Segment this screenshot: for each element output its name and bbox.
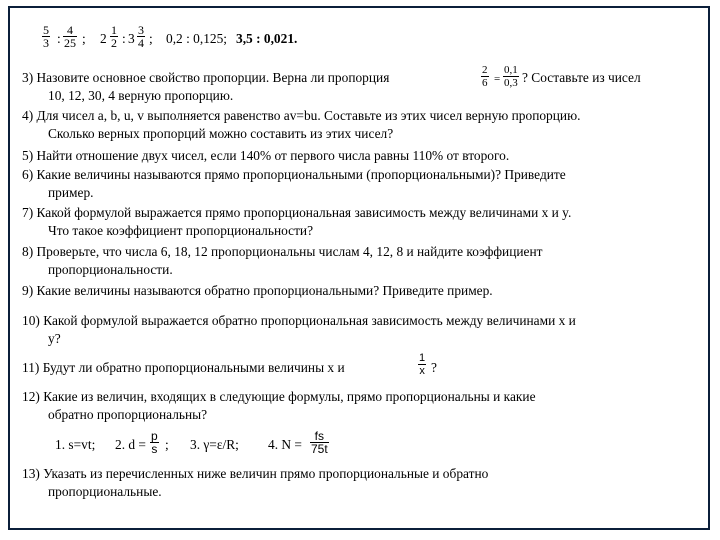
colon-1: : (57, 31, 61, 46)
formula-1: 1. s=vt; (55, 437, 96, 452)
q6-line1: 6) Какие величины называются прямо пропорциональными (пропорциональными)? Приведите (22, 167, 566, 182)
q4-line1: 4) Для чисел a, b, u, v выполняется равенство av=bu. Составьте из этих чисел верную пропорцию. (22, 108, 581, 123)
formula-2-end: ; (165, 437, 169, 452)
q12-line1: 12) Какие из величин, входящих в следующие формулы, прямо пропорциональны и какие (22, 389, 536, 404)
formula-2-fraction: $\frac{p}{s}$ (151, 429, 158, 456)
q3-line1: 3) Назовите основное свойство пропорции. Верна ли пропорция (22, 70, 390, 85)
q10-line2: y? (48, 331, 61, 346)
q3-equals: = (494, 73, 501, 85)
whole-3: 3 (128, 31, 135, 46)
q5-line1: 5) Найти отношение двух чисел, если 140% от первого числа равны 110% от второго. (22, 148, 510, 163)
separator-2: ; (149, 31, 153, 46)
q8-line2: пропорциональности. (48, 262, 173, 277)
q3-line1-end: ? Составьте из чисел (522, 70, 641, 85)
formula-2-label: 2. d = (115, 437, 146, 452)
q11-fraction-1-x: $\frac{1}{x}$ (419, 352, 426, 377)
fraction-3-4: $\frac{3}{4}$ (138, 23, 144, 50)
q3-fraction-01-03: $\frac{0,1}{0,3}$ (504, 64, 518, 89)
colon-2: : (122, 31, 126, 46)
q3-fraction-2-6: $\frac{2}{6}$ (482, 64, 488, 89)
q8-line1: 8) Проверьте, что числа 6, 18, 12 пропорциональны числам 4, 12, 8 и найдите коэффициент (22, 244, 543, 259)
q3-line2: 10, 12, 30, 4 верную пропорцию. (48, 88, 234, 103)
fraction-5-3: $\frac{5}{3}$ (43, 23, 49, 50)
q11-question-mark: ? (431, 360, 437, 375)
q7-line1: 7) Какой формулой выражается прямо пропорциональная зависимость между величинами x и y. (22, 205, 572, 220)
formula-3: 3. γ=ε/R; (190, 437, 239, 452)
q13-line1: 13) Указать из перечисленных ниже величин прямо пропорциональные и обратно (22, 466, 489, 481)
q6-line2: пример. (48, 185, 94, 200)
q4-line2: Сколько верных пропорций можно составить из этих чисел? (48, 126, 394, 141)
ratio-decimal-bold: 3,5 : 0,021. (236, 31, 298, 46)
formula-4-label: 4. N = (268, 437, 302, 452)
q12-line2: обратно пропорциональны? (48, 407, 208, 422)
fraction-1-2: $\frac{1}{2}$ (111, 23, 117, 50)
q11-line1: 11) Будут ли обратно пропорциональными величины x и (22, 360, 345, 375)
q13-line2: пропорциональные. (48, 484, 162, 499)
formula-4-fraction: $\frac{fs}{75t}$ (311, 429, 328, 456)
ratio-decimal: 0,2 : 0,125; (166, 31, 228, 46)
q7-line2: Что такое коэффициент пропорциональности? (48, 223, 314, 238)
q10-line1: 10) Какой формулой выражается обратно пропорциональная зависимость между величинами x и (22, 313, 576, 328)
whole-2: 2 (100, 31, 107, 46)
q9-line1: 9) Какие величины называются обратно пропорциональными? Приведите пример. (22, 283, 493, 298)
fraction-4-25: $\frac{4}{25}$ (64, 23, 76, 50)
separator-1: ; (82, 31, 86, 46)
